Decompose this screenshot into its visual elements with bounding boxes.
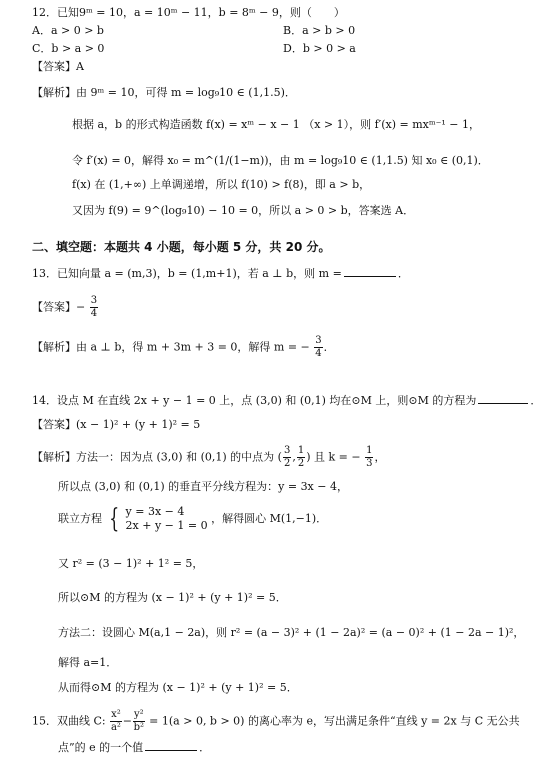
q12-option-b: B．a > b > 0 xyxy=(283,24,356,37)
fraction xyxy=(133,710,145,733)
q14-method2-line: 方法二：设圆心 M(a,1 − 2a)，则 r² = (a − 3)² + (1 − 2a)² = (a − 0)² + (1 − 2a − 1)²， xyxy=(58,626,525,639)
q13-answer xyxy=(32,296,99,319)
q12-answer: 【答案】A xyxy=(32,60,84,73)
section-heading: 二、填空题：本题共 4 小题，每小题 5 分，共 20 分。 xyxy=(32,240,331,254)
system-equation: 2x + y − 1 = 0 xyxy=(125,519,208,532)
q14-stem-text: 14．设点 M 在直线 2x + y − 1 = 0 上，点 (3,0) 和 (0,1) 均在⊙M 上，则⊙M 的方程为 xyxy=(32,394,477,407)
q14-slope-text: 且 k = − xyxy=(313,450,361,464)
q14-method1-line: 【解析】方法一：因为点 (3,0) 和 (0,1) 的中点为 ( $\frac{3}{2}$ , $\frac{1}{2}$ ) 且 k = − $\frac{1}{3}$ ， xyxy=(32,445,386,469)
q12-analysis-line: 又因为 f(9) = 9^(log₉10) − 10 = 0，所以 a > 0 > b，答案选 A． xyxy=(72,204,415,217)
q14-method2-line: 解得 a=1． xyxy=(58,656,118,669)
fraction xyxy=(283,446,291,469)
q14-system-tail: ，解得圆心 M(1,−1)． xyxy=(211,512,328,525)
fraction xyxy=(110,710,122,733)
fraction-numerator: y² xyxy=(134,709,144,720)
fraction xyxy=(90,296,98,319)
system-equation: y = 3x − 4 xyxy=(125,505,185,518)
q14-answer: 【答案】(x − 1)² + (y + 1)² = 5 xyxy=(32,418,201,431)
equation-system xyxy=(126,505,208,533)
q13-stem-text: 13．已知向量 a = (m,3)，b = (1,m+1)，若 a ⊥ b，则 m = xyxy=(32,267,342,280)
q12-analysis-line: 【解析】由 9ᵐ = 10，可得 m = log₉10 ∈ (1,1.5)． xyxy=(32,86,296,99)
fraction-denominator: 3 xyxy=(366,458,373,469)
q12-analysis-line: f(x) 在 (1,+∞) 上单调递增，所以 f(10) > f(8)，即 a > b， xyxy=(72,178,371,191)
fraction-denominator: 4 xyxy=(315,348,322,359)
q12-stem: 12．已知9ᵐ = 10，a = 10ᵐ − 11，b = 8ᵐ − 9，则（ ） xyxy=(32,6,345,19)
q12-option-d: D．b > 0 > a xyxy=(283,42,356,55)
q14-method1-line: 所以点 (3,0) 和 (0,1) 的垂直平分线方程为：y = 3x − 4， xyxy=(58,480,348,493)
q14-method1-line: 所以⊙M 的方程为 (x − 1)² + (y + 1)² = 5． xyxy=(58,591,287,604)
q15-lead: 15．双曲线 C: xyxy=(32,714,106,728)
q12-option-c: C．b > a > 0 xyxy=(32,42,105,55)
fraction-numerator: 1 xyxy=(366,445,373,456)
fraction xyxy=(365,446,373,469)
fraction-denominator: 4 xyxy=(90,308,98,319)
fraction-numerator: 3 xyxy=(283,445,291,456)
q14-method1-line: 又 r² = (3 − 1)² + 1² = 5， xyxy=(58,557,204,570)
q15-condition: = 1(a > 0, b > 0) 的离心率为 e，写出满足条件“直线 y = 2x 与 C 无公共 xyxy=(149,714,520,728)
answer-blank[interactable] xyxy=(478,393,528,404)
q13-answer-label: 【答案】− xyxy=(32,300,86,314)
q14-method1-system xyxy=(58,505,327,533)
q15-line2-text: 点”的 e 的一个值 xyxy=(58,741,144,754)
answer-blank[interactable] xyxy=(344,266,396,277)
q13-analysis-text: 【解析】由 a ⊥ b，得 m + 3m + 3 = 0，解得 m = − xyxy=(32,340,310,354)
q15-stem: 15．双曲线 C: $\frac{\text{x²}}{\text{a²}}$ − $\frac{\text{y²}}{\text{b²}}$ = 1(a > 0, b > 0) 的离心率为 e，写出满足条件“直线 y = 2x 与 C 无公共 xyxy=(32,709,520,733)
fraction-denominator: 2 xyxy=(283,458,291,469)
fraction-numerator: 3 xyxy=(90,295,98,306)
fraction-denominator: 2 xyxy=(297,458,305,469)
fraction-denominator: b² xyxy=(133,722,145,733)
fraction-numerator: 1 xyxy=(297,445,305,456)
fraction-denominator: a² xyxy=(110,722,121,733)
q14-method1-lead: 【解析】方法一：因为点 (3,0) 和 (0,1) 的中点为 xyxy=(32,450,275,464)
q15-line2: 点”的 e 的一个值 ． xyxy=(58,741,211,754)
q12-analysis-line: 令 f′(x) = 0，解得 x₀ = m^(1/(1−m))，由 m = log₉10 ∈ (1,1.5) 知 x₀ ∈ (0,1)． xyxy=(72,154,489,167)
fraction xyxy=(314,336,322,359)
q14-system-lead: 联立方程 xyxy=(58,512,102,525)
q12-option-a: A．a > 0 > b xyxy=(32,24,104,37)
fraction-numerator: 3 xyxy=(315,335,322,346)
q14-stem: 14．设点 M 在直线 2x + y − 1 = 0 上，点 (3,0) 和 (0,1) 均在⊙M 上，则⊙M 的方程为 ． xyxy=(32,394,541,407)
fraction-numerator: x² xyxy=(111,709,121,720)
q12-analysis-line: 根据 a，b 的形式构造函数 f(x) = xᵐ − x − 1 （x > 1），则 f′(x) = mxᵐ⁻¹ − 1， xyxy=(72,118,481,131)
answer-blank[interactable] xyxy=(145,740,197,751)
left-brace: { xyxy=(108,504,119,534)
fraction xyxy=(297,446,305,469)
q13-analysis: 【解析】由 a ⊥ b，得 m + 3m + 3 = 0，解得 m = − $\frac{3}{4}$ ． xyxy=(32,335,335,359)
q13-stem: 13．已知向量 a = (m,3)，b = (1,m+1)，若 a ⊥ b，则 m = ． xyxy=(32,267,409,280)
q14-method2-line: 从而得⊙M 的方程为 (x − 1)² + (y + 1)² = 5． xyxy=(58,681,298,694)
